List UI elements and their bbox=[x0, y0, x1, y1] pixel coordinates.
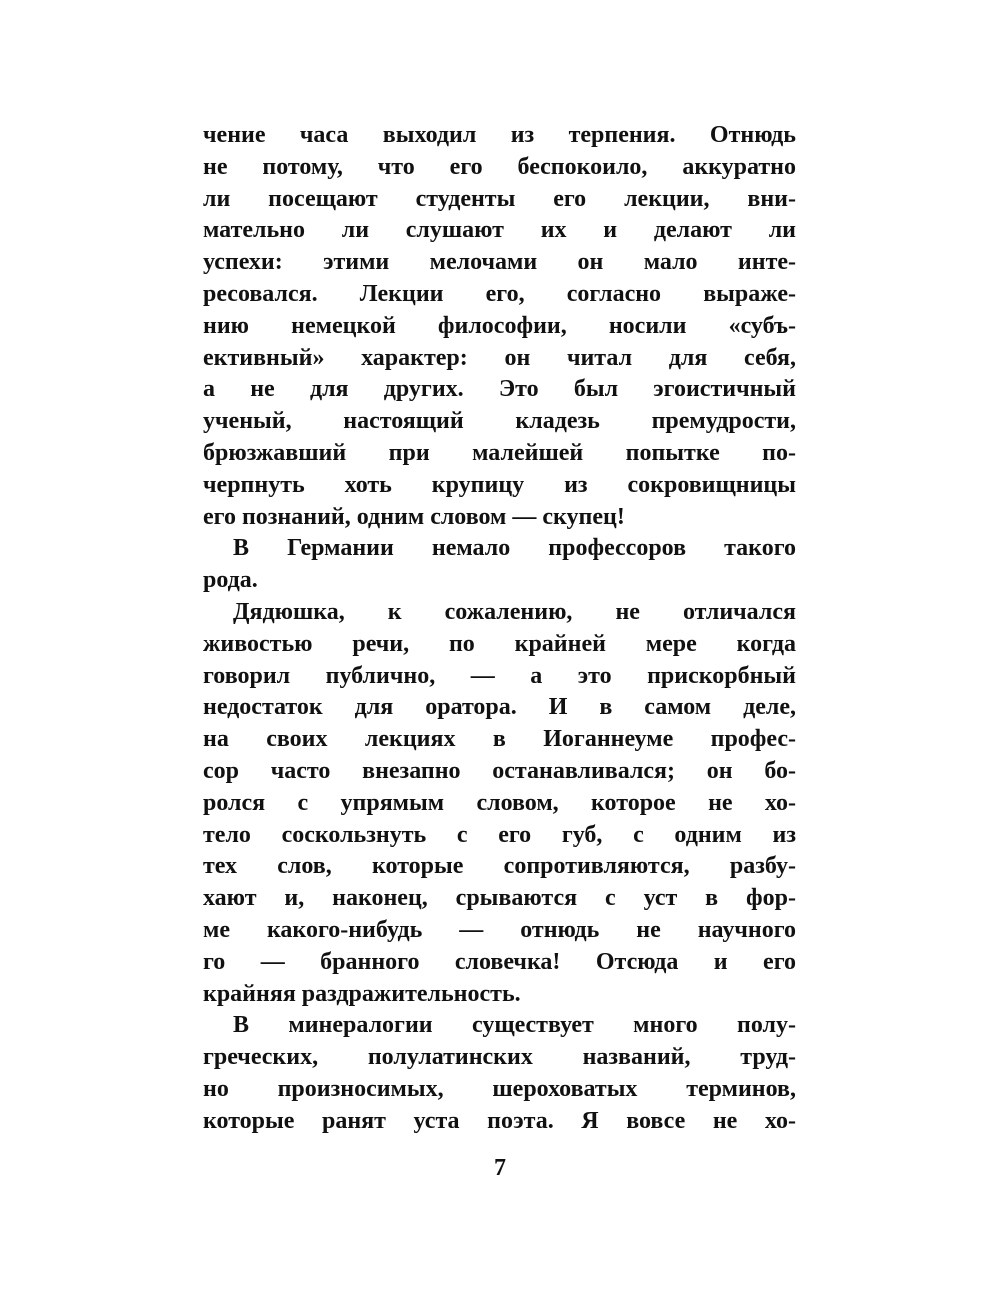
text-line: брюзжавший при малейшей попытке по- bbox=[203, 439, 796, 466]
text-line: хают и, наконец, срываются с уст в фор- bbox=[203, 885, 796, 912]
text-line: В минералогии существует много полу- bbox=[233, 1012, 796, 1039]
text-line: го — бранного словечка! Отсюда и его bbox=[203, 948, 796, 975]
text-line: греческих, полулатинских названий, труд- bbox=[203, 1044, 796, 1071]
text-line: крайняя раздражительность. bbox=[203, 980, 521, 1007]
text-line: но произносимых, шероховатых терминов, bbox=[203, 1075, 796, 1102]
page-body-text bbox=[203, 120, 796, 1138]
text-line: ролся с упрямым словом, которое не хо- bbox=[203, 789, 796, 816]
text-line: черпнуть хоть крупицу из сокровищницы bbox=[203, 471, 796, 498]
text-line: ме какого-нибудь — отнюдь не научного bbox=[203, 916, 796, 943]
text-line: живостью речи, по крайней мере когда bbox=[203, 630, 796, 657]
page-number: 7 bbox=[494, 1155, 506, 1181]
text-line: недостаток для оратора. И в самом деле, bbox=[203, 694, 796, 721]
text-line: чение часа выходил из терпения. Отнюдь bbox=[203, 122, 796, 148]
text-line: рода. bbox=[203, 567, 258, 594]
text-line: ли посещают студенты его лекции, вни- bbox=[203, 185, 796, 212]
text-line: тело соскользнуть с его губ, с одним из bbox=[203, 821, 796, 848]
text-line: его познаний, одним словом — скупец! bbox=[203, 503, 625, 530]
text-line: сор часто внезапно останавливался; он бо- bbox=[203, 757, 796, 784]
text-line: мательно ли слушают их и делают ли bbox=[203, 217, 796, 244]
text-line: Дядюшка, к сожалению, не отличался bbox=[233, 598, 796, 625]
text-line: на своих лекциях в Иоганнеуме профес- bbox=[203, 726, 796, 753]
text-line: нию немецкой философии, носили «субъ- bbox=[203, 312, 796, 339]
text-line: которые ранят уста поэта. Я вовсе не хо- bbox=[203, 1107, 796, 1134]
text-line: ученый, настоящий кладезь премудрости, bbox=[203, 408, 796, 435]
text-line: успехи: этими мелочами он мало инте- bbox=[203, 249, 796, 276]
text-line: ективный» характер: он читал для себя, bbox=[203, 344, 796, 371]
text-line: В Германии немало профессоров такого bbox=[233, 535, 796, 562]
text-line: ресовался. Лекции его, согласно выраже- bbox=[203, 280, 796, 307]
text-line: а не для других. Это был эгоистичный bbox=[203, 376, 796, 403]
text-line: говорил публично, — а это прискорбный bbox=[203, 662, 796, 689]
text-line: не потому, что его беспокоило, аккуратно bbox=[203, 153, 796, 180]
text-line: тех слов, которые сопротивляются, разбу- bbox=[203, 853, 796, 880]
